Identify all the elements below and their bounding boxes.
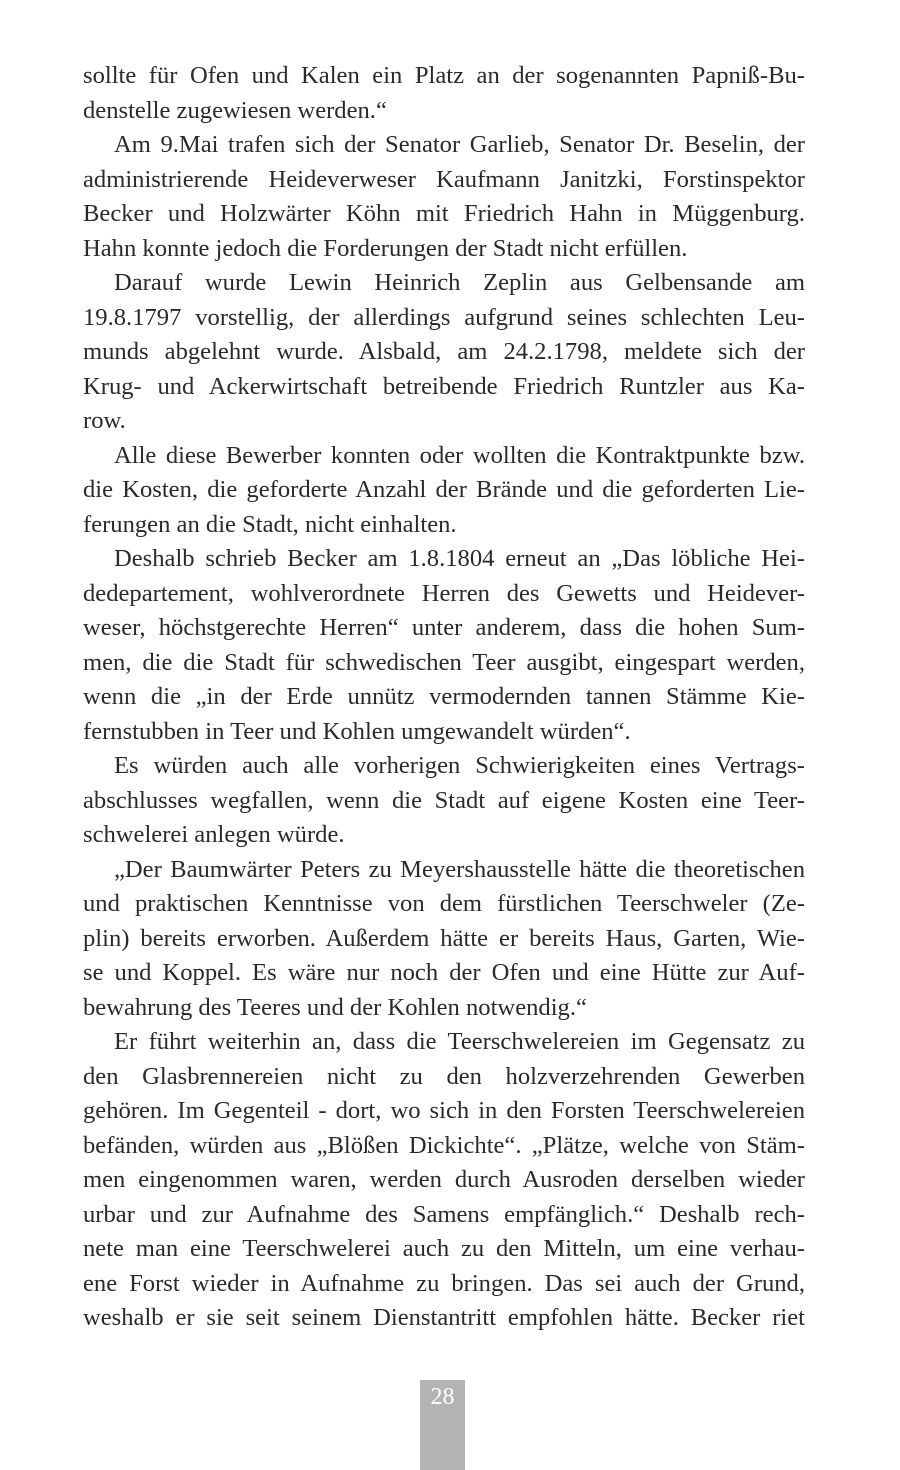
text-line: row. [83,407,126,434]
paragraph-2 [83,128,805,266]
text-line: men, die die Stadt für schwedischen Teer ausgibt, eingespart werden, [83,648,805,676]
paragraph-8 [83,1025,805,1336]
text-line: nete man eine Teerschwelerei auch zu den Mitteln, um eine verhau- [83,1235,805,1262]
page-body [83,59,805,1336]
text-line: 19.8.1797 vorstellig, der allerdings aufgrund seines schlechten Leu- [83,303,805,331]
text-line: Es würden auch alle vorherigen Schwierigkeiten eines Vertrags- [114,752,805,779]
text-line: denstelle zugewiesen werden.“ [83,96,387,124]
text-line: fernstubben in Teer und Kohlen umgewandelt würden“. [83,717,631,745]
text-line: weser, höchstgerechte Herren“ unter anderem, dass die hohen Sum- [83,614,805,641]
paragraph-6 [83,749,805,853]
text-line: und praktischen Kenntnisse von dem fürstlichen Teerschweler (Ze- [83,890,805,917]
text-line: plin) bereits erworben. Außerdem hätte er bereits Haus, Garten, Wie- [83,924,805,952]
text-line: abschlusses wegfallen, wenn die Stadt auf eigene Kosten eine Teer- [83,786,805,814]
paragraph-5 [83,542,805,749]
text-line: Krug- und Ackerwirtschaft betreibende Friedrich Runtzler aus Ka- [83,372,805,400]
text-line: urbar und zur Aufnahme des Samens empfänglich.“ Deshalb rech- [83,1200,805,1228]
text-line: wenn die „in der Erde unnütz vermodernden tannen Stämme Kie- [83,683,805,710]
text-line: bewahrung des Teeres und der Kohlen notwendig.“ [83,993,587,1021]
text-line: men eingenommen waren, werden durch Ausroden derselben wieder [83,1166,805,1193]
text-line: die Kosten, die geforderte Anzahl der Brände und die geforderten Lie- [83,476,805,503]
text-line: munds abgelehnt wurde. Alsbald, am 24.2.1798, meldete sich der [83,338,805,365]
text-line: se und Koppel. Es wäre nur noch der Ofen und eine Hütte zur Auf- [83,959,805,986]
text-line: Er führt weiterhin an, dass die Teerschwelereien im Gegensatz zu [114,1028,805,1055]
text-line: dedepartement, wohlverordnete Herren des Gewetts und Heidever- [83,579,805,607]
text-line: den Glasbrennereien nicht zu den holzverzehrenden Gewerben [83,1062,805,1090]
text-line: ene Forst wieder in Aufnahme zu bringen. Das sei auch der Grund, [83,1269,805,1297]
text-line: administrierende Heideverweser Kaufmann Janitzki, Forstinspektor [83,165,805,193]
text-line: Deshalb schrieb Becker am 1.8.1804 erneut an „Das löbliche Hei- [114,545,805,572]
paragraph-3 [83,266,805,439]
text-line: weshalb er sie seit seinem Dienstantritt empfohlen hätte. Becker riet [83,1304,805,1331]
text-line: Becker und Holzwärter Köhn mit Friedrich Hahn in Müggenburg. [83,200,805,227]
paragraph-4 [83,439,805,543]
text-line: „Der Baumwärter Peters zu Meyershausstelle hätte die theoretischen [114,855,805,883]
text-line: Alle diese Bewerber konnten oder wollten die Kontraktpunkte bzw. [114,441,805,469]
text-line: schwelerei anlegen würde. [83,821,345,848]
text-line: Darauf wurde Lewin Heinrich Zeplin aus Gelbensande am [114,269,805,296]
text-line: Am 9.Mai trafen sich der Senator Garlieb, Senator Dr. Beselin, der [114,131,805,158]
page-number-box [420,1380,465,1470]
text-line: gehören. Im Gegenteil - dort, wo sich in den Forsten Teerschwelereien [83,1097,805,1124]
paragraph-7 [83,853,805,1026]
text-line: befänden, würden aus „Blößen Dickichte“. „Plätze, welche von Stäm- [83,1131,805,1159]
page-number: 28 [430,1384,455,1410]
paragraph-1 [83,59,805,128]
text-line: ferungen an die Stadt, nicht einhalten. [83,510,457,538]
text-line: Hahn konnte jedoch die Forderungen der Stadt nicht erfüllen. [83,234,688,262]
text-line: sollte für Ofen und Kalen ein Platz an der sogenannten Papniß-Bu- [83,62,805,89]
